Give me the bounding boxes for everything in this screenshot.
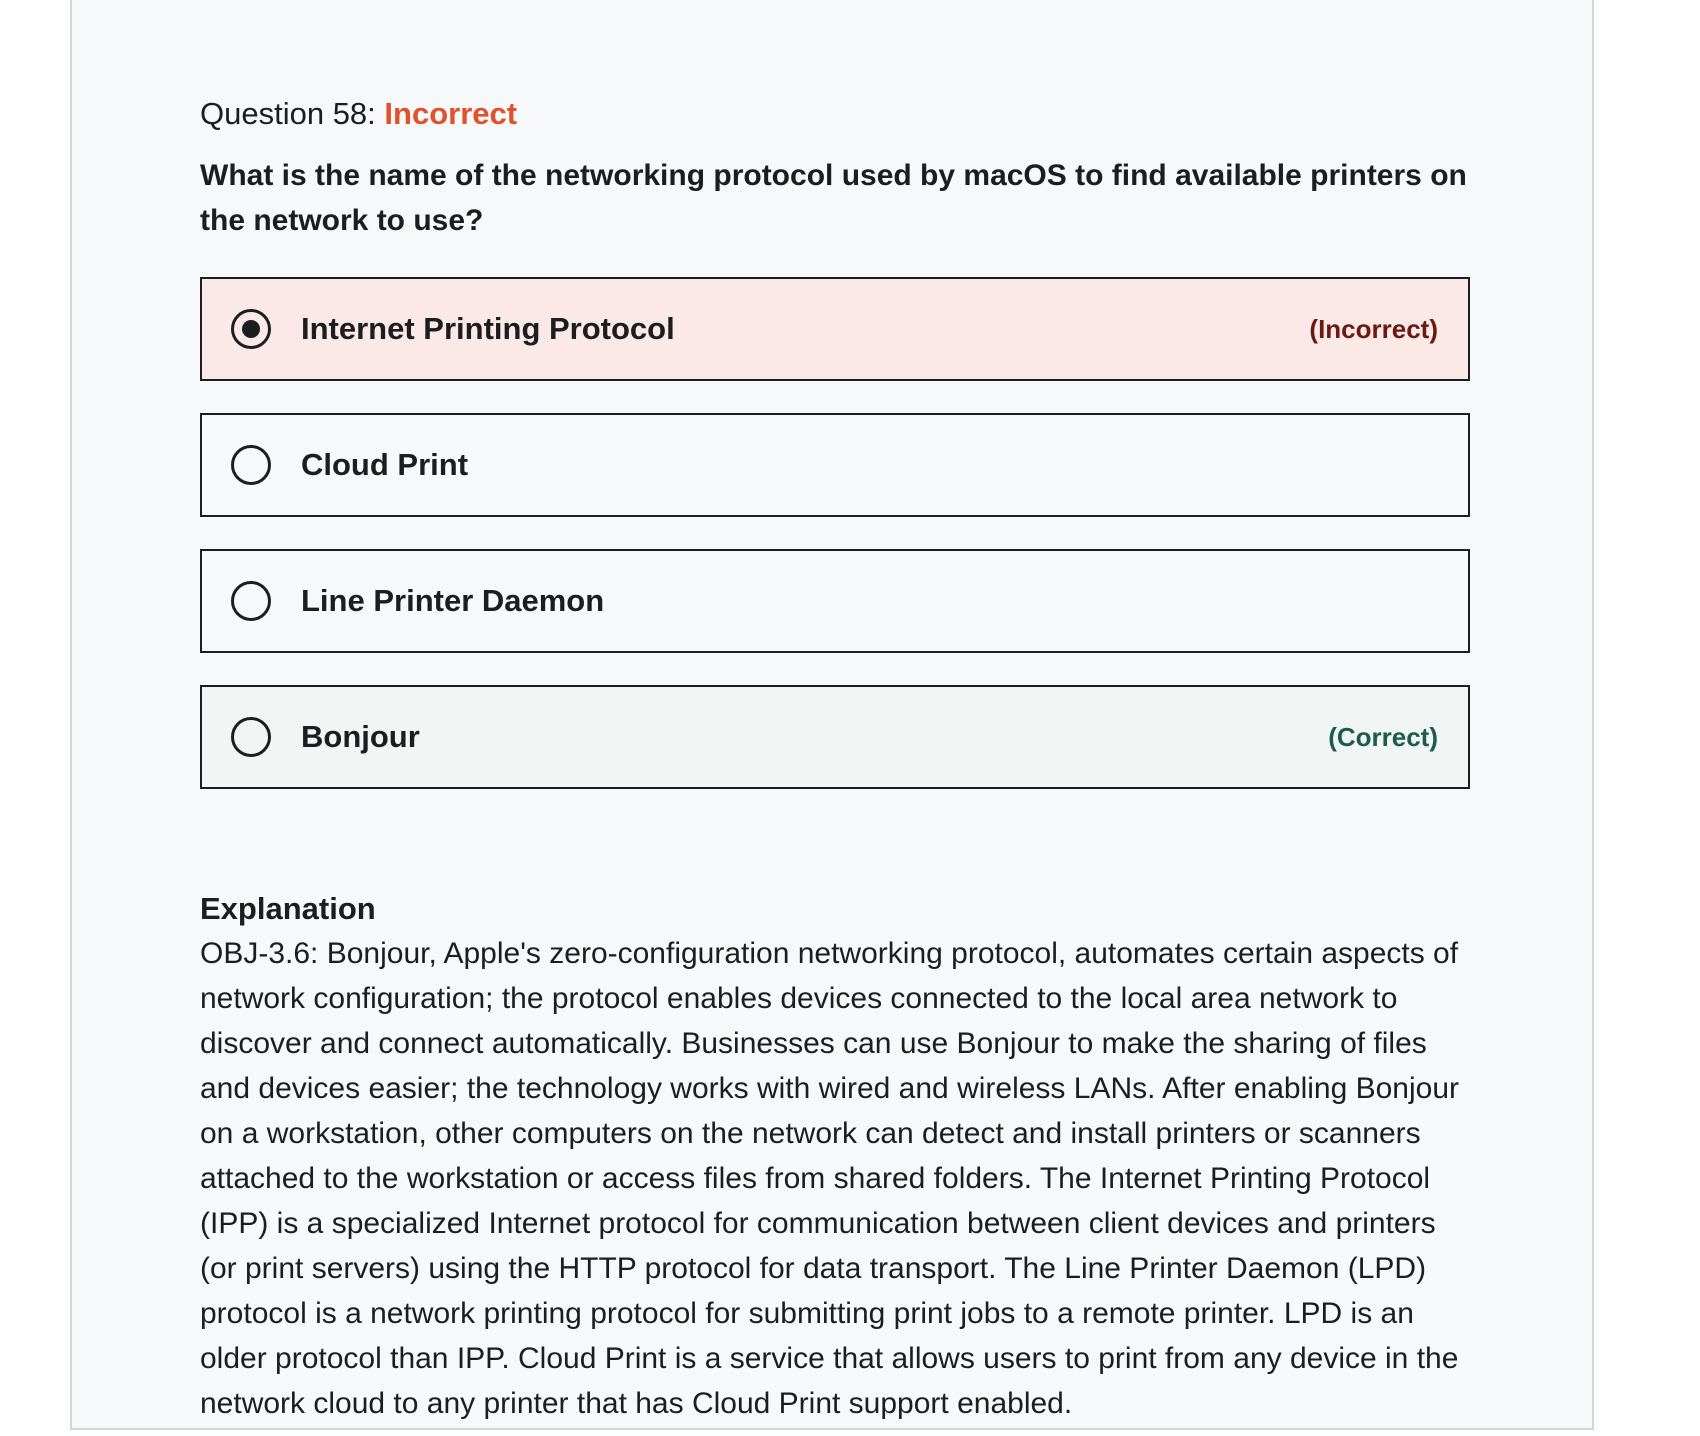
answer-option-line-printer-daemon[interactable] [200,549,1470,653]
explanation-body: OBJ-3.6: Bonjour, Apple's zero-configuration networking protocol, automates certain aspects of network configuration; the protocol enables devices connected to the local area network to discover and connect automatically. Businesses can use Bonjour to make the sharing of files and devices easier; the technology works with wired and wireless LANs. After enabling Bonjour on a workstation, other computers on the network can detect and install printers or scanners attached to the workstation or access files from shared folders. The Internet Printing Protocol (IPP) is a specialized Internet protocol for communication between client devices and printers (or print servers) using the HTTP protocol for data transport. The Line Printer Daemon (LPD) protocol is a network printing protocol for submitting print jobs to a remote printer. LPD is an older protocol than IPP. Cloud Print is a service that allows users to print from any device in the network cloud to any printer that has Cloud Print support enabled. [200,937,1460,1420]
answer-option-label: Cloud Print [301,447,469,482]
question-review-panel [70,0,1594,1430]
radio-unselected-icon[interactable] [231,717,271,757]
answer-option-label: Bonjour [301,719,420,754]
question-header [200,90,1470,138]
question-status: Incorrect [384,96,518,131]
radio-unselected-icon[interactable] [231,445,271,485]
explanation-section [200,887,1470,1426]
incorrect-badge: (Incorrect) [1309,313,1438,344]
radio-unselected-icon[interactable] [231,581,271,621]
question-number: Question 58: [200,96,376,131]
question-content [200,90,1470,1426]
answer-option-label: Internet Printing Protocol [301,311,675,346]
answer-options [200,277,1470,789]
answer-option-internet-printing-protocol[interactable] [200,277,1470,381]
radio-selected-icon[interactable] [231,309,271,349]
explanation-title: Explanation [200,891,376,926]
question-prompt: What is the name of the networking protocol used by macOS to find available printers on the network to use? [200,159,1467,237]
correct-badge: (Correct) [1328,721,1438,752]
answer-option-cloud-print[interactable] [200,413,1470,517]
answer-option-label: Line Printer Daemon [301,583,605,618]
answer-option-bonjour[interactable] [200,685,1470,789]
